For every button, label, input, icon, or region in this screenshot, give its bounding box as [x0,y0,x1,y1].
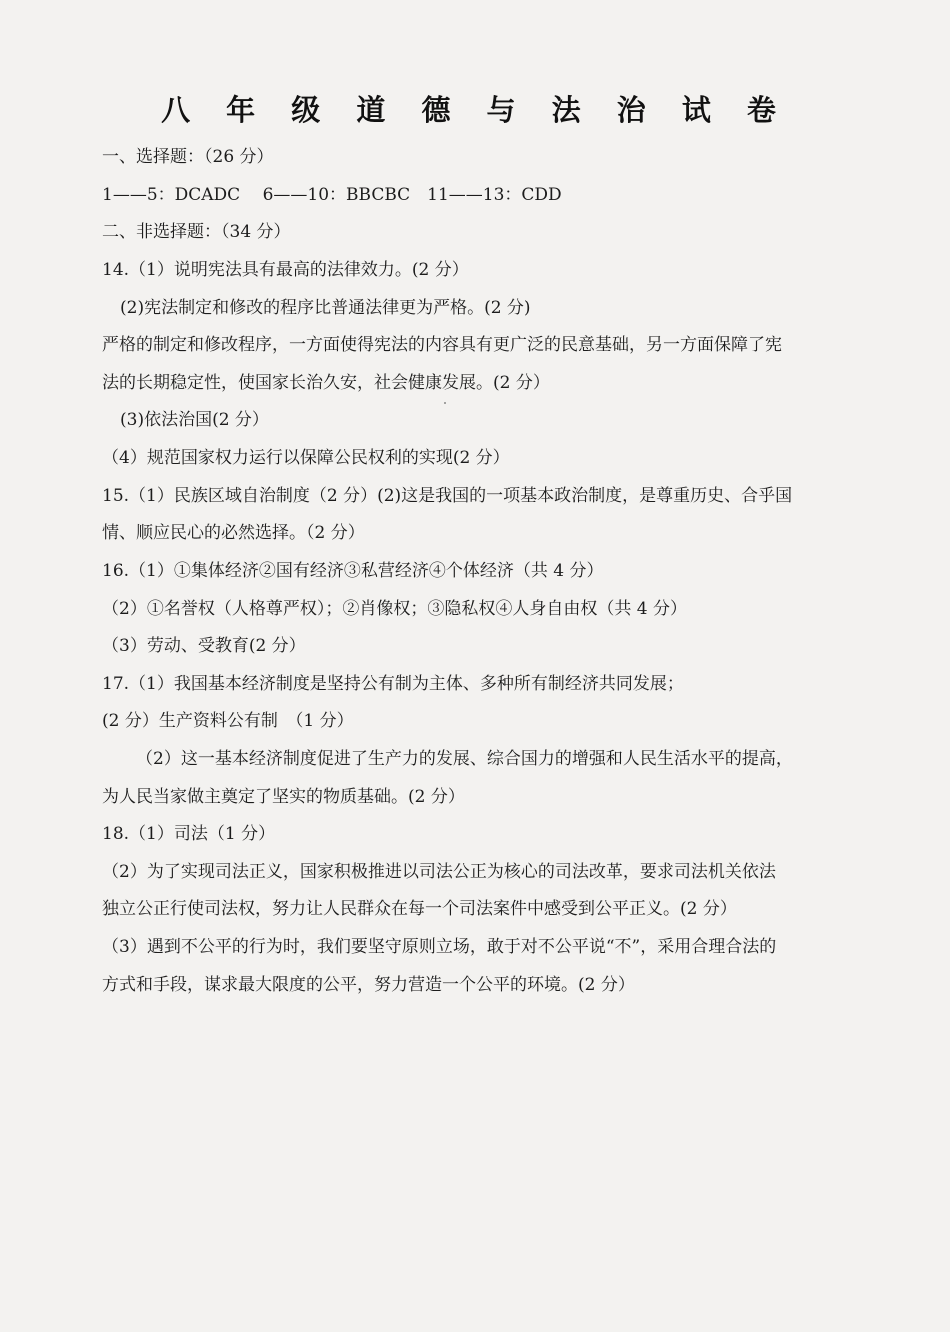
q18-part2-line2: 独立公正行使司法权，努力让人民群众在每一个司法案件中感受到公平正义。(2 分） [102,899,737,919]
q15-line2: 情、顺应民心的必然选择。（2 分） [102,523,365,543]
q14-part1: 14.（1）说明宪法具有最高的法律效力。(2 分） [102,260,469,280]
section-2-heading: 二、非选择题：（34 分） [102,222,291,242]
q16-part3: （3）劳动、受教育(2 分） [102,636,306,656]
q16-part2: （2）①名誉权（人格尊严权）；②肖像权；③隐私权④人身自由权（共 4 分） [102,599,687,619]
q14-part2-explain-line2: 法的长期稳定性，使国家长治久安，社会健康发展。(2 分） [102,373,550,393]
page-title: 八 年 级 道 德 与 法 治 试 卷 [161,93,789,127]
q18-part3-line2: 方式和手段，谋求最大限度的公平，努力营造一个公平的环境。(2 分） [102,975,635,995]
q17-part1-line1: 17.（1）我国基本经济制度是坚持公有制为主体、多种所有制经济共同发展； [102,674,684,694]
choice-answers: 1——5：DCADC 6——10：BBCBC 11——13：CDD [102,185,562,205]
q14-part4: （4）规范国家权力运行以保障公民权利的实现(2 分） [102,448,510,468]
q14-part2-explain-line1: 严格的制定和修改程序，一方面使得宪法的内容具有更广泛的民意基础，另一方面保障了宪 [102,335,782,355]
q16-part1: 16.（1）①集体经济②国有经济③私营经济④个体经济（共 4 分） [102,561,604,581]
q17-part2-line1: （2）这一基本经济制度促进了生产力的发展、综合国力的增强和人民生活水平的提高， [136,749,793,769]
q18-part3-line1: （3）遇到不公平的行为时，我们要坚守原则立场，敢于对不公平说“不”，采用合理合法的 [102,937,777,957]
q18-part2-line1: （2）为了实现司法正义，国家积极推进以司法公正为核心的司法改革，要求司法机关依法 [102,862,776,882]
q17-part1-line2: (2 分）生产资料公有制 （1 分） [102,711,354,731]
q17-part2-line2: 为人民当家做主奠定了坚实的物质基础。(2 分） [102,787,465,807]
section-1-heading: 一、选择题：（26 分） [102,147,274,167]
q14-part3: (3)依法治国(2 分） [120,410,269,430]
q14-part2: (2)宪法制定和修改的程序比普通法律更为严格。(2 分) [120,298,531,318]
scan-speck [444,402,446,404]
q18-part1: 18.（1）司法（1 分） [102,824,276,844]
q15-line1: 15.（1）民族区域自治制度（2 分）(2)这是我国的一项基本政治制度，是尊重历史、合乎国 [102,486,793,506]
